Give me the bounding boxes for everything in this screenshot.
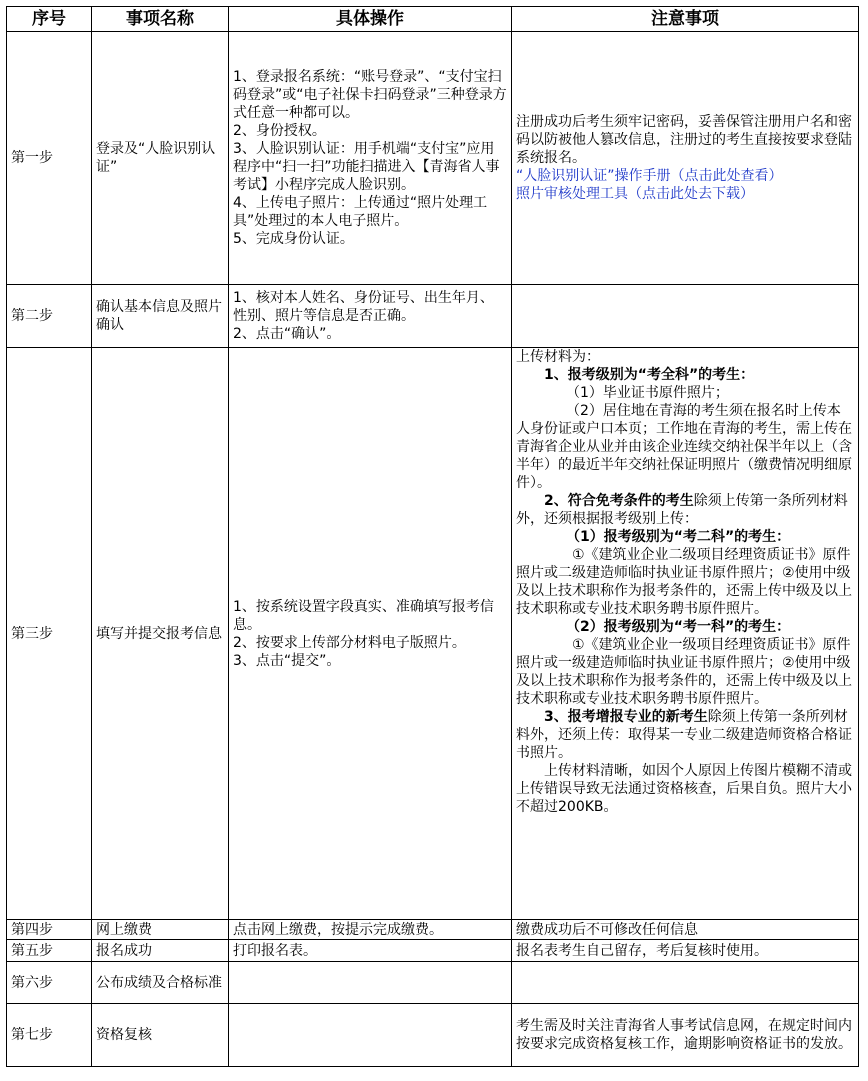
step-name: 报名成功 [92,940,229,962]
operation-line: 3、点击“提交”。 [233,652,341,669]
face-auth-manual-link[interactable]: “人脸识别认证”操作手册（点击此处查看） [516,168,783,184]
operation-line: 1、登录报名系统：“账号登录”、“支付宝扫码登录”或“电子社保卡扫码登录”三种登录方式任意一种都可以。 [233,69,507,121]
operation-line: 5、完成身份认证。 [233,231,354,247]
notes-intro: 上传材料为： [516,349,600,365]
operation-line: 1、核对本人姓名、身份证号、出生年月、性别、照片等信息是否正确。 [233,290,494,324]
notes-text: （2）居住地在青海的考生须在报名时上传本人身份证或户口本页；工作地在青海的考生，需上传在青海省企业从业并由该企业连续交纳社保半年以上（含半年）的最近半年交纳社保证明照片（缴费情况明细原件）。 [516,403,852,491]
photo-tool-download-link[interactable]: 照片审核处理工具（点击此处去下载） [516,186,754,202]
operation-line: 2、点击“确认”。 [233,326,341,342]
step-operations [229,348,512,920]
notes-text: ①《建筑业企业一级项目经理资质证书》原件照片或一级建造师临时执业证书原件照片；②使用中级及以上技术职称作为报考条件的，还需上传中级及以上技术职称或专业技术职务聘书原件照片。 [516,637,852,707]
operation-line: 3、人脸识别认证：用手机端“支付宝”应用程序中“扫一扫”功能扫描进入【青海省人事考试】小程序完成人脸识别。 [233,141,500,193]
step-name: 公布成绩及合格标准 [92,962,229,1004]
step-number: 第五步 [7,940,92,962]
notes-item [516,636,854,708]
step-notes [512,962,859,1004]
table-row-step2 [7,285,859,348]
table-row-step7 [7,1004,859,1067]
notes-heading-bold: 2、符合免考条件的考生 [544,493,694,509]
notes-heading-bold: 3、报考增报专业的新考生 [544,709,708,725]
notes-heading [516,708,854,762]
notes-item [516,402,854,492]
registration-steps-table [6,6,859,1067]
step-operations [229,285,512,348]
table-row-step5 [7,940,859,962]
table-header-row [7,7,859,32]
step-notes [512,348,859,920]
step-name: 填写并提交报考信息 [92,348,229,920]
step-notes [512,285,859,348]
step-notes: 考生需及时关注青海省人事考试信息网，在规定时间内按要求完成资格复核工作，逾期影响资格证书的发放。 [512,1004,859,1067]
notes-item: （1）毕业证书原件照片； [566,385,729,401]
step-operations [229,1004,512,1067]
step-number: 第三步 [7,348,92,920]
operation-line: 2、按要求上传部分材料电子版照片。 [233,634,466,651]
step-notes [512,32,859,285]
step-operations: 点击网上缴费，按提示完成缴费。 [229,920,512,940]
step-name: 网上缴费 [92,920,229,940]
step-number: 第七步 [7,1004,92,1067]
table-row-step6 [7,962,859,1004]
table-row-step4 [7,920,859,940]
table-row-step1 [7,32,859,285]
notes-heading [516,492,854,528]
header-notes: 注意事项 [512,7,859,32]
notes-subheading: （2）报考级别为“考一科”的考生： [566,619,791,635]
header-seq: 序号 [7,7,92,32]
header-operation: 具体操作 [229,7,512,32]
step-name: 资格复核 [92,1004,229,1067]
operation-line: 1、按系统设置字段真实、准确填写报考信息。 [233,598,494,633]
operation-line: 2、身份授权。 [233,123,326,139]
step-number: 第四步 [7,920,92,940]
table-row-step3 [7,348,859,920]
step-name: 确认基本信息及照片确认 [92,285,229,348]
step-name: 登录及“人脸识别认证” [92,32,229,285]
header-item-name: 事项名称 [92,7,229,32]
step-operations [229,32,512,285]
notes-text: 注册成功后考生须牢记密码，妥善保管注册用户名和密码以防被他人篡改信息，注册过的考生直接按要求登陆系统报名。 [516,114,852,166]
notes-text: 除须上传第一条所列材料外，还须根据报考级别上传： [516,493,848,527]
notes-item [516,762,854,816]
step-number: 第二步 [7,285,92,348]
notes-item [516,546,854,618]
step-operations [229,962,512,1004]
step-notes: 报名表考生自己留存，考后复核时使用。 [512,940,859,962]
notes-text: ①《建筑业企业二级项目经理资质证书》原件照片或二级建造师临时执业证书原件照片；②使用中级及以上技术职称作为报考条件的，还需上传中级及以上技术职称或专业技术职务聘书原件照片。 [516,547,852,617]
step-operations: 打印报名表。 [229,940,512,962]
operation-line: 4、上传电子照片：上传通过“照片处理工具”处理过的本人电子照片。 [233,195,488,229]
step-notes: 缴费成功后不可修改任何信息 [512,920,859,940]
step-number: 第一步 [7,32,92,285]
notes-text: 上传材料清晰，如因个人原因上传图片模糊不清或上传错误导致无法通过资格核查，后果自负。照片大小不超过200KB。 [516,763,852,815]
notes-heading: 1、报考级别为“考全科”的考生： [544,367,755,383]
notes-text: 除须上传第一条所列材料外，还须上传：取得某一专业二级建造师资格合格证书照片。 [516,709,852,761]
step-number: 第六步 [7,962,92,1004]
notes-subheading: （1）报考级别为“考二科”的考生： [566,529,791,545]
